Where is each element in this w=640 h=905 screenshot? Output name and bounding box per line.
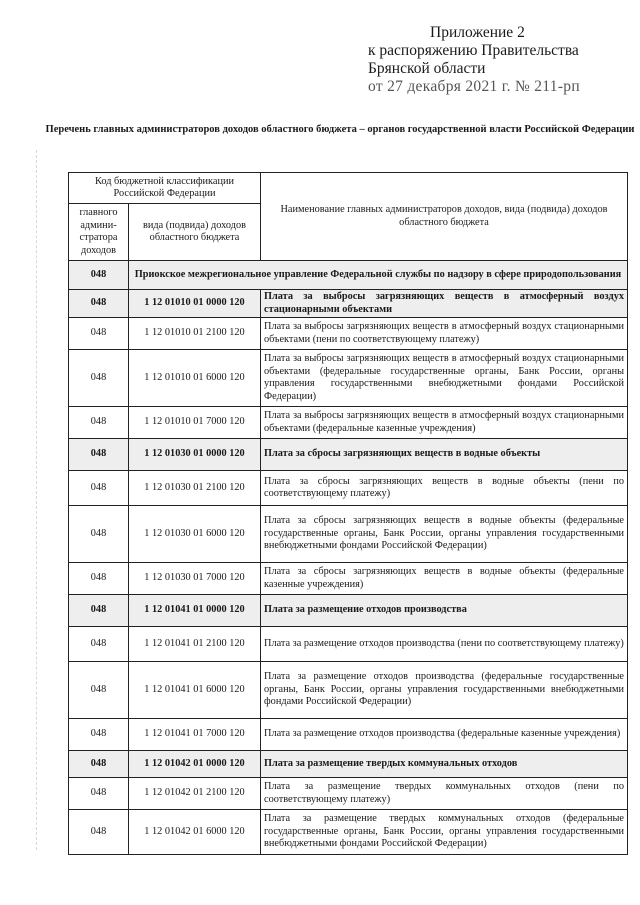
header-admin-column: главного админи-стратора доходов (69, 204, 129, 261)
row-revenue-code: 1 12 01042 01 6000 120 (129, 810, 261, 855)
table-row (69, 439, 628, 471)
row-revenue-code: 1 12 01030 01 2100 120 (129, 471, 261, 506)
row-revenue-code: 1 12 01041 01 2100 120 (129, 627, 261, 662)
row-revenue-code: 1 12 01041 01 6000 120 (129, 662, 261, 719)
table-header-row-1 (69, 173, 628, 204)
row-admin-code: 048 (69, 662, 129, 719)
row-revenue-name: Плата за выбросы загрязняющих веществ в атмосферный воздух стационарными объектами (261, 290, 628, 318)
org-admin-code: 048 (69, 261, 129, 290)
row-revenue-name: Плата за выбросы загрязняющих веществ в атмосферный воздух стационарными объектами (пени по соответствующему платежу) (261, 318, 628, 350)
row-admin-code: 048 (69, 719, 129, 751)
row-admin-code: 048 (69, 439, 129, 471)
row-revenue-name: Плата за размещение отходов производства (261, 595, 628, 627)
table-row (69, 751, 628, 778)
table-row (69, 778, 628, 810)
row-revenue-name: Плата за выбросы загрязняющих веществ в атмосферный воздух стационарными объектами (федеральные казенные учреждения) (261, 407, 628, 439)
row-revenue-name: Плата за размещение твердых коммунальных отходов (пени по соответствующему платежу) (261, 778, 628, 810)
row-revenue-name: Плата за размещение твердых коммунальных отходов (261, 751, 628, 778)
row-admin-code: 048 (69, 595, 129, 627)
table-row (69, 350, 628, 407)
row-admin-code: 048 (69, 778, 129, 810)
header-code-group: Код бюджетной классификации Российской Федерации (69, 173, 261, 204)
scan-margin-line (36, 150, 38, 850)
row-revenue-code: 1 12 01041 01 0000 120 (129, 595, 261, 627)
row-revenue-name: Плата за размещение отходов производства (федеральные государственные органы, Банк России, органы управления государственными внебюджетными фондами Российской Федерации) (261, 662, 628, 719)
table-row (69, 407, 628, 439)
table-row (69, 627, 628, 662)
row-admin-code: 048 (69, 810, 129, 855)
document-title: Перечень главных администраторов доходов областного бюджета – органов государственной власти Российской Федерации (45, 124, 635, 135)
row-revenue-code: 1 12 01010 01 7000 120 (129, 407, 261, 439)
row-revenue-code: 1 12 01030 01 7000 120 (129, 563, 261, 595)
revenue-admin-table (68, 172, 628, 855)
appendix-title: Приложение 2 (430, 24, 525, 41)
org-name: Приокское межрегиональное управление Федеральной службы по надзору в сфере природопользования (129, 261, 628, 290)
row-revenue-code: 1 12 01010 01 0000 120 (129, 290, 261, 318)
row-revenue-name: Плата за выбросы загрязняющих веществ в атмосферный воздух стационарными объектами (федеральные государственные органы, Банк России, органы управления государственными внебюджетными фондами Российской Федерации) (261, 350, 628, 407)
row-admin-code: 048 (69, 290, 129, 318)
row-revenue-code: 1 12 01041 01 7000 120 (129, 719, 261, 751)
table-row (69, 471, 628, 506)
row-admin-code: 048 (69, 350, 129, 407)
row-admin-code: 048 (69, 751, 129, 778)
table-row (69, 318, 628, 350)
table-row (69, 290, 628, 318)
appendix-header (368, 24, 580, 96)
row-revenue-code: 1 12 01030 01 0000 120 (129, 439, 261, 471)
row-revenue-code: 1 12 01010 01 6000 120 (129, 350, 261, 407)
org-row (69, 261, 628, 290)
table-row (69, 719, 628, 751)
appendix-line-3: Брянской области (368, 60, 486, 77)
row-admin-code: 048 (69, 407, 129, 439)
row-revenue-code: 1 12 01010 01 2100 120 (129, 318, 261, 350)
row-revenue-name: Плата за размещение отходов производства (пени по соответствующему платежу) (261, 627, 628, 662)
row-admin-code: 048 (69, 563, 129, 595)
header-type-column: вида (подвида) доходов областного бюджета (129, 204, 261, 261)
row-revenue-code: 1 12 01030 01 6000 120 (129, 506, 261, 563)
row-revenue-code: 1 12 01042 01 2100 120 (129, 778, 261, 810)
row-admin-code: 048 (69, 471, 129, 506)
appendix-line-2: к распоряжению Правительства (368, 42, 579, 59)
row-revenue-name: Плата за сбросы загрязняющих веществ в водные объекты (федеральные государственные органы, Банк России, органы управления государственными внебюджетными фондами Российской Федерации) (261, 506, 628, 563)
row-admin-code: 048 (69, 627, 129, 662)
row-revenue-name: Плата за размещение отходов производства (федеральные казенные учреждения) (261, 719, 628, 751)
row-revenue-code: 1 12 01042 01 0000 120 (129, 751, 261, 778)
row-revenue-name: Плата за размещение твердых коммунальных отходов (федеральные государственные органы, Банк России, органы управления государственными внебюджетными фондами Российской Федерации) (261, 810, 628, 855)
row-admin-code: 048 (69, 318, 129, 350)
table-row (69, 506, 628, 563)
row-revenue-name: Плата за сбросы загрязняющих веществ в водные объекты (пени по соответствующему платежу) (261, 471, 628, 506)
row-admin-code: 048 (69, 506, 129, 563)
appendix-date: от 27 декабря 2021 г. № 211-рп (368, 78, 580, 95)
table-row (69, 662, 628, 719)
row-revenue-name: Плата за сбросы загрязняющих веществ в водные объекты (федеральные казенные учреждения) (261, 563, 628, 595)
table-row (69, 563, 628, 595)
row-revenue-name: Плата за сбросы загрязняющих веществ в водные объекты (261, 439, 628, 471)
table-row (69, 595, 628, 627)
table-row (69, 810, 628, 855)
header-name-column: Наименование главных администраторов доходов, вида (подвида) доходов областного бюджета (261, 173, 628, 261)
